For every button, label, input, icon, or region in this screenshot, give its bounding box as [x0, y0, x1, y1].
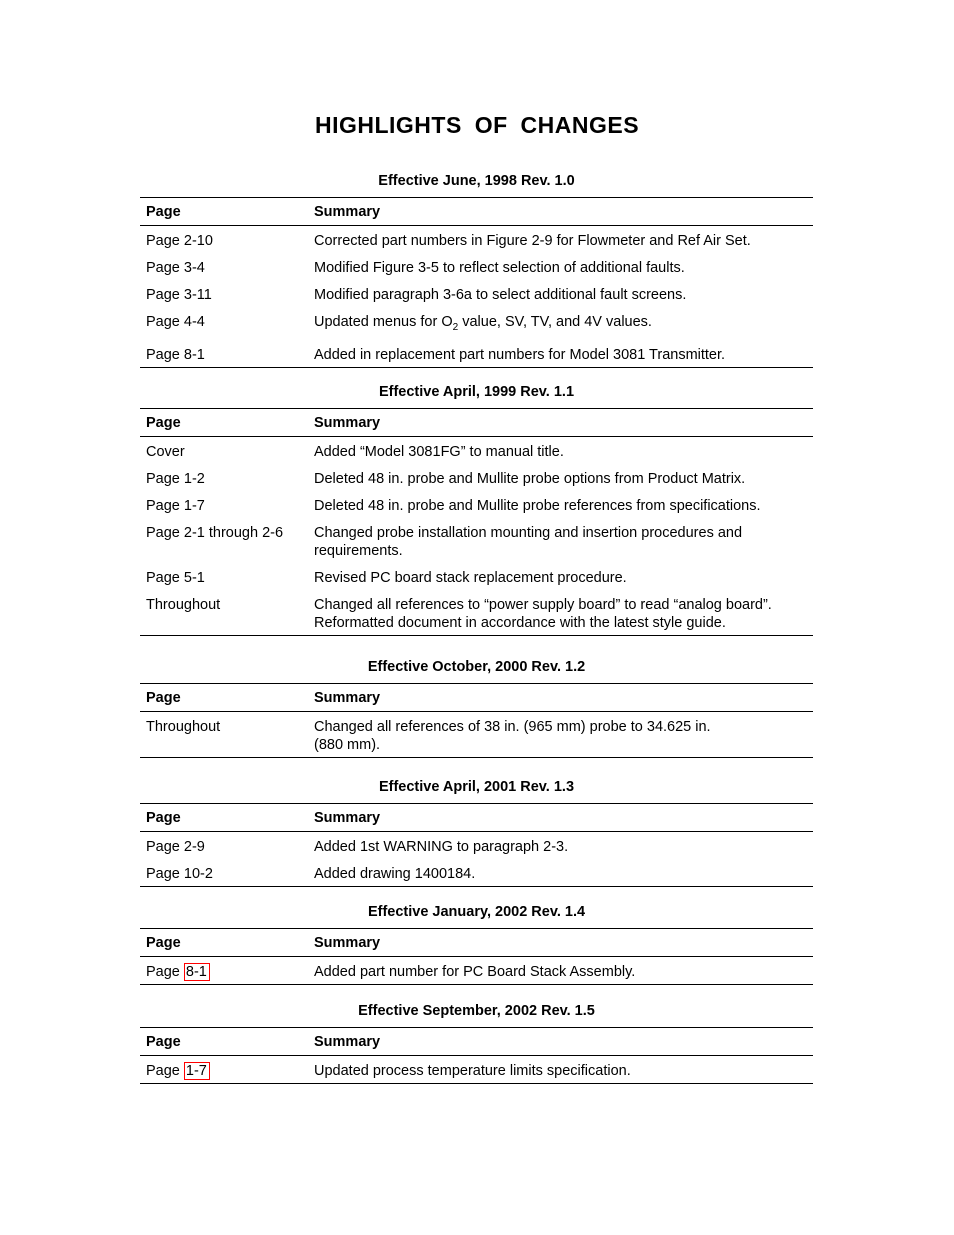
page-prefix: Page — [146, 964, 184, 980]
summary-cell: Deleted 48 in. probe and Mullite probe references from specifications. — [314, 498, 761, 514]
page-cell: Page 3-11 — [146, 287, 212, 303]
summary-text: Updated menus for O — [314, 314, 453, 330]
changes-table — [140, 803, 813, 887]
page-cell: Throughout — [146, 719, 221, 735]
table-row — [140, 1056, 813, 1084]
page-cell: Page 2-9 — [146, 839, 205, 855]
summary-cell: Updated process temperature limits specification. — [314, 1063, 631, 1079]
summary-cell — [308, 590, 813, 636]
summary-cell: Added part number for PC Board Stack Assembly. — [314, 964, 636, 980]
column-header-page: Page — [146, 414, 181, 431]
summary-line: Changed all references to “power supply board” to read “analog board”. — [314, 597, 772, 613]
page-cell — [140, 957, 308, 985]
summary-cell: Corrected part numbers in Figure 2-9 for Flowmeter and Ref Air Set. — [314, 233, 751, 249]
page-link[interactable]: 1-7 — [184, 1062, 210, 1080]
summary-cell: Added drawing 1400184. — [314, 866, 476, 882]
revision-section-1-4 — [140, 905, 813, 985]
table-row — [140, 226, 813, 254]
table-header-row — [140, 198, 813, 226]
column-header-summary: Summary — [314, 809, 381, 826]
summary-text: value, SV, TV, and 4V values. — [458, 314, 652, 330]
revision-title: Effective April, 2001 Rev. 1.3 — [378, 779, 575, 795]
table-row — [140, 712, 813, 758]
summary-line: Changed probe installation mounting and insertion procedures and — [314, 525, 743, 541]
revision-title: Effective April, 1999 Rev. 1.1 — [378, 384, 575, 400]
summary-cell: Added “Model 3081FG” to manual title. — [314, 444, 564, 460]
column-header-page: Page — [146, 1033, 181, 1050]
page-cell: Page 8-1 — [146, 346, 205, 363]
changes-table — [140, 408, 813, 636]
table-row — [140, 340, 813, 368]
page-cell: Page 4-4 — [146, 314, 205, 330]
changes-table — [140, 1027, 813, 1084]
table-row — [140, 464, 813, 491]
summary-cell: Modified Figure 3-5 to reflect selection of additional faults. — [314, 260, 685, 276]
page-cell: Throughout — [146, 597, 221, 613]
table-header-row — [140, 804, 813, 832]
summary-cell: Revised PC board stack replacement procedure. — [314, 570, 627, 586]
revision-title: Effective January, 2002 Rev. 1.4 — [367, 904, 586, 920]
page-cell: Page 5-1 — [146, 570, 205, 586]
table-row — [140, 563, 813, 590]
summary-cell: Added in replacement part numbers for Model 3081 Transmitter. — [314, 346, 726, 363]
column-header-summary: Summary — [314, 934, 381, 951]
table-row — [140, 491, 813, 518]
table-row — [140, 307, 813, 340]
summary-cell: Deleted 48 in. probe and Mullite probe options from Product Matrix. — [314, 471, 746, 487]
column-header-summary: Summary — [314, 689, 381, 706]
summary-line: Changed all references of 38 in. (965 mm) probe to 34.625 in. — [314, 719, 711, 735]
summary-line: (880 mm). — [314, 737, 381, 753]
revision-section-1-5 — [140, 1004, 813, 1084]
table-row — [140, 253, 813, 280]
table-row — [140, 832, 813, 860]
summary-cell — [308, 712, 813, 758]
page-cell: Page 2-1 through 2-6 — [146, 525, 284, 541]
column-header-summary: Summary — [314, 203, 381, 220]
page-prefix: Page — [146, 1063, 184, 1079]
revision-section-1-2 — [140, 660, 813, 758]
table-row — [140, 859, 813, 887]
page-cell: Page 1-2 — [146, 471, 205, 487]
table-row — [140, 518, 813, 563]
table-header-row — [140, 409, 813, 437]
page-cell — [140, 1056, 308, 1084]
summary-line: requirements. — [314, 543, 403, 559]
changes-table — [140, 928, 813, 985]
column-header-page: Page — [146, 809, 181, 826]
page-title: HIGHLIGHTS OF CHANGES — [314, 112, 640, 138]
revision-section-1-3 — [140, 780, 813, 887]
table-header-row — [140, 684, 813, 712]
page-cell: Cover — [146, 444, 185, 460]
summary-cell: Modified paragraph 3-6a to select additional fault screens. — [314, 287, 687, 303]
column-header-summary: Summary — [314, 1033, 381, 1050]
page-cell: Page 1-7 — [146, 498, 205, 514]
summary-line: Reformatted document in accordance with the latest style guide. — [314, 615, 726, 631]
subscript: 2 — [452, 321, 459, 333]
table-row — [140, 437, 813, 465]
table-header-row — [140, 929, 813, 957]
page-cell: Page 2-10 — [146, 233, 213, 249]
changes-table — [140, 197, 813, 368]
column-header-page: Page — [146, 203, 181, 220]
revision-title: Effective June, 1998 Rev. 1.0 — [378, 173, 575, 189]
column-header-summary: Summary — [314, 414, 381, 431]
page-cell: Page 3-4 — [146, 260, 205, 276]
summary-cell — [308, 518, 813, 563]
revision-title: Effective September, 2002 Rev. 1.5 — [358, 1003, 595, 1019]
revision-section-1-0 — [140, 174, 813, 368]
table-row — [140, 590, 813, 636]
summary-cell — [308, 307, 813, 340]
table-row — [140, 957, 813, 985]
page-link[interactable]: 8-1 — [184, 963, 210, 981]
column-header-page: Page — [146, 689, 181, 706]
table-header-row — [140, 1028, 813, 1056]
page-cell: Page 10-2 — [146, 866, 213, 882]
revision-title: Effective October, 2000 Rev. 1.2 — [367, 659, 586, 675]
column-header-page: Page — [146, 934, 181, 951]
changes-table — [140, 683, 813, 758]
table-row — [140, 280, 813, 307]
summary-cell: Added 1st WARNING to paragraph 2-3. — [314, 839, 569, 855]
revision-section-1-1 — [140, 385, 813, 636]
